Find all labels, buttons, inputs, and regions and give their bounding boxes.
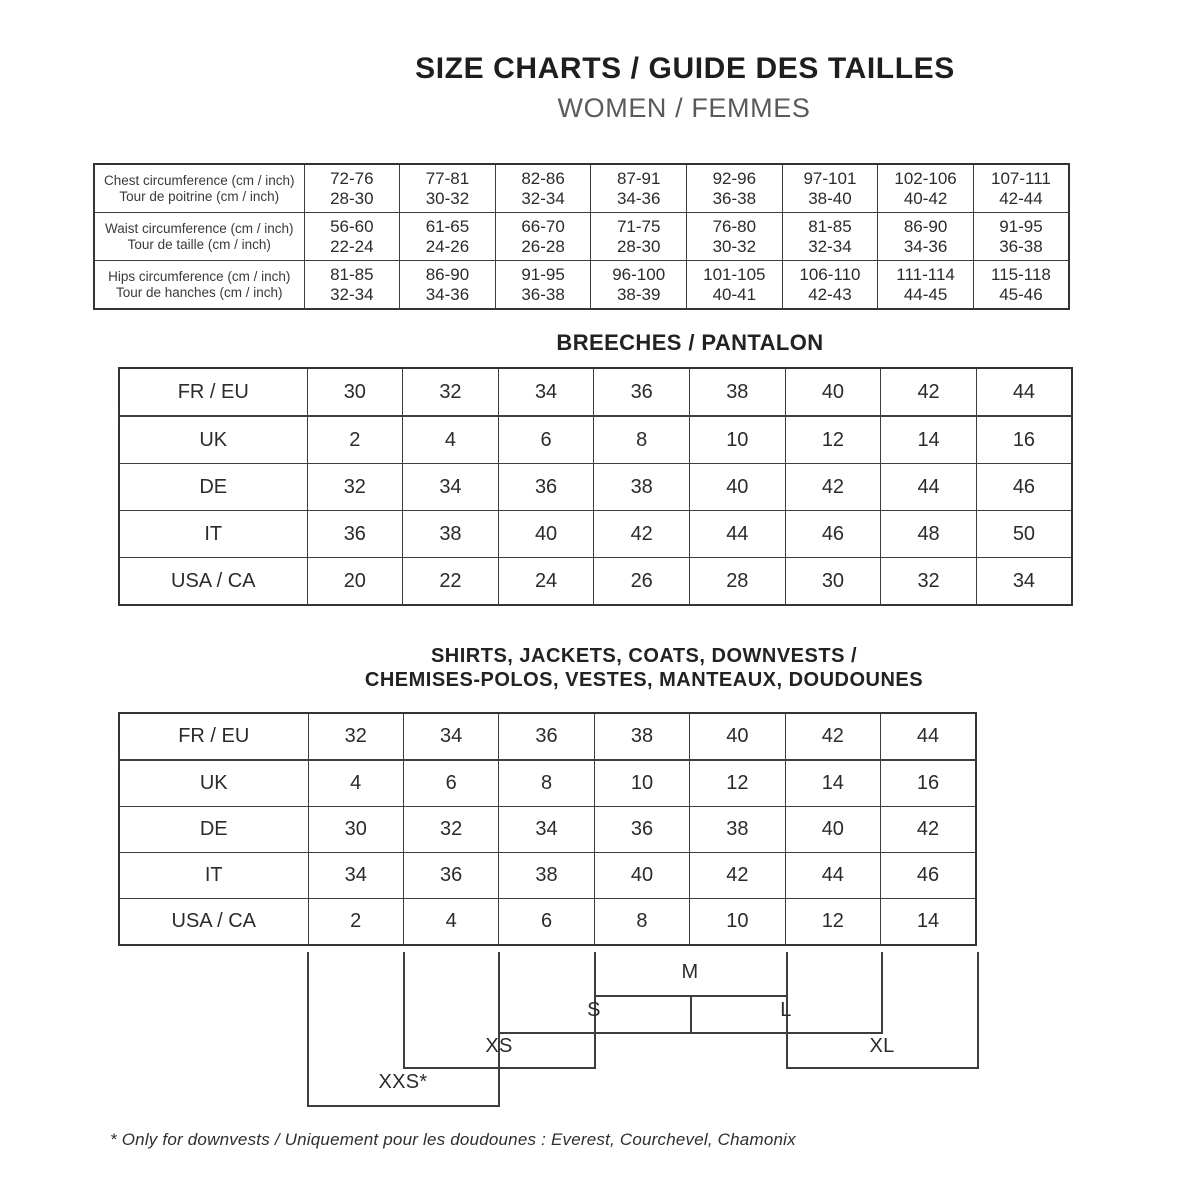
measurement-inch-range: 40-41 — [712, 284, 757, 304]
size-value-cell: 40 — [690, 464, 786, 511]
measurement-value-cell — [591, 164, 687, 213]
measurement-cm-range: 102-106 — [894, 168, 957, 188]
measurement-inch-range: 42-44 — [999, 188, 1043, 208]
measurement-inch-range: 30-32 — [425, 188, 470, 208]
size-value-cell: 38 — [594, 464, 690, 511]
breeches-size-table — [118, 367, 1073, 606]
size-value-cell: 6 — [403, 760, 498, 807]
size-value-cell: 12 — [785, 899, 880, 946]
measurement-cm-range: 97-101 — [803, 168, 857, 188]
measurement-inch-range: 34-36 — [616, 188, 661, 208]
bracket-line-vertical — [307, 952, 309, 1107]
size-row — [119, 558, 1072, 606]
measurement-value-cell — [687, 261, 783, 310]
measurement-inch-range: 36-38 — [999, 236, 1043, 256]
size-row — [119, 713, 976, 760]
measurement-value-cell — [304, 213, 400, 261]
measurement-cm-range: 81-85 — [330, 264, 374, 284]
measurement-inch-range: 28-30 — [330, 188, 374, 208]
measurement-label-cell — [94, 213, 304, 261]
size-value-cell: 38 — [499, 853, 594, 899]
size-row — [119, 416, 1072, 464]
measurement-label-en: Waist circumference (cm / inch) — [104, 220, 294, 236]
measurement-value-cell — [304, 164, 400, 213]
size-value-cell: 48 — [881, 511, 977, 558]
size-value-cell: 36 — [499, 713, 594, 760]
measurement-cm-range: 76-80 — [712, 216, 757, 236]
measurement-cm-range: 86-90 — [425, 264, 470, 284]
size-value-cell: 10 — [690, 416, 786, 464]
measurement-cm-range: 96-100 — [612, 264, 666, 284]
size-row — [119, 511, 1072, 558]
size-bracket-label-xxs: XXS* — [378, 1071, 428, 1093]
size-value-cell: 10 — [594, 760, 689, 807]
measurement-cm-range: 111-114 — [896, 264, 955, 284]
measurement-value-cell — [878, 261, 974, 310]
size-value-cell: 32 — [308, 713, 403, 760]
breeches-heading: BREECHES / PANTALON — [556, 330, 824, 355]
measurement-cm-range: 86-90 — [903, 216, 948, 236]
bracket-line-vertical — [977, 952, 979, 1069]
size-value-cell: 4 — [403, 899, 498, 946]
size-value-cell: 8 — [499, 760, 594, 807]
measurement-value-cell — [973, 261, 1069, 310]
size-row — [119, 464, 1072, 511]
measurement-value-cell — [400, 164, 496, 213]
size-value-cell: 34 — [308, 853, 403, 899]
size-row-label: IT — [119, 511, 307, 558]
measurement-cm-range: 87-91 — [616, 168, 661, 188]
bracket-line-horizontal — [498, 1032, 883, 1034]
size-value-cell: 44 — [881, 713, 976, 760]
size-row — [119, 368, 1072, 416]
measurement-cm-range: 61-65 — [425, 216, 470, 236]
measurement-label-en: Hips circumference (cm / inch) — [108, 268, 291, 284]
measurement-value-cell — [591, 261, 687, 310]
measurement-inch-range: 30-32 — [712, 236, 757, 256]
size-value-cell: 34 — [976, 558, 1072, 606]
size-row — [119, 853, 976, 899]
measurement-inch-range: 32-34 — [808, 236, 852, 256]
body-measurements-table — [93, 163, 1070, 310]
size-value-cell: 32 — [403, 807, 498, 853]
measurement-cm-range: 66-70 — [521, 216, 565, 236]
size-value-cell: 6 — [499, 899, 594, 946]
size-bracket-label-s: S — [587, 999, 601, 1021]
size-value-cell: 4 — [403, 416, 499, 464]
measurement-row — [94, 213, 1069, 261]
size-value-cell: 24 — [498, 558, 594, 606]
shirts-size-table — [118, 712, 977, 946]
measurement-inch-range: 22-24 — [330, 236, 374, 256]
size-value-cell: 46 — [881, 853, 976, 899]
size-value-cell: 36 — [498, 464, 594, 511]
size-bracket-label-xs: XS — [485, 1035, 513, 1057]
size-value-cell: 26 — [594, 558, 690, 606]
size-value-cell: 6 — [498, 416, 594, 464]
measurement-value-cell — [495, 261, 591, 310]
measurement-cm-range: 81-85 — [808, 216, 852, 236]
bracket-line-vertical — [498, 952, 500, 1107]
size-value-cell: 12 — [690, 760, 785, 807]
measurement-value-cell — [782, 261, 878, 310]
measurement-inch-range: 38-39 — [616, 284, 661, 304]
bracket-line-horizontal — [786, 1067, 979, 1069]
measurement-inch-range: 34-36 — [425, 284, 470, 304]
size-row-label: DE — [119, 464, 307, 511]
measurement-cm-range: 101-105 — [703, 264, 766, 284]
measurement-value-cell — [495, 213, 591, 261]
size-value-cell: 30 — [308, 807, 403, 853]
size-value-cell: 36 — [594, 807, 689, 853]
size-bracket-label-xl: XL — [869, 1035, 895, 1057]
size-row-label: FR / EU — [119, 713, 308, 760]
size-value-cell: 4 — [308, 760, 403, 807]
bracket-line-horizontal — [307, 1105, 500, 1107]
size-value-cell: 34 — [403, 464, 499, 511]
size-value-cell: 30 — [307, 368, 403, 416]
size-value-cell: 2 — [308, 899, 403, 946]
measurement-cm-range: 72-76 — [330, 168, 374, 188]
measurement-cm-range: 82-86 — [521, 168, 565, 188]
measurement-inch-range: 28-30 — [616, 236, 661, 256]
measurement-cm-range: 91-95 — [999, 216, 1043, 236]
measurement-label-cell — [94, 164, 304, 213]
shirts-heading — [244, 644, 1044, 692]
size-value-cell: 44 — [881, 464, 977, 511]
size-bracket-label-l: L — [780, 999, 792, 1021]
measurement-label-fr: Tour de taille (cm / inch) — [127, 236, 271, 252]
size-value-cell: 12 — [785, 416, 881, 464]
size-row — [119, 899, 976, 946]
size-value-cell: 36 — [594, 368, 690, 416]
measurement-value-cell — [878, 164, 974, 213]
size-value-cell: 42 — [785, 464, 881, 511]
size-value-cell: 8 — [594, 899, 689, 946]
size-value-cell: 38 — [594, 713, 689, 760]
page-title: SIZE CHARTS / GUIDE DES TAILLES — [415, 52, 955, 85]
measurement-cm-range: 77-81 — [425, 168, 470, 188]
measurement-label-fr: Tour de hanches (cm / inch) — [115, 284, 283, 300]
measurement-cm-range: 56-60 — [330, 216, 374, 236]
measurement-value-cell — [304, 261, 400, 310]
measurement-inch-range: 45-46 — [999, 284, 1043, 304]
measurement-inch-range: 26-28 — [521, 236, 565, 256]
size-value-cell: 44 — [785, 853, 880, 899]
size-row-label: USA / CA — [119, 558, 307, 606]
bracket-line-horizontal — [403, 1067, 596, 1069]
size-row — [119, 760, 976, 807]
size-value-cell: 44 — [976, 368, 1072, 416]
size-value-cell: 30 — [785, 558, 881, 606]
measurement-cm-range: 106-110 — [799, 264, 861, 284]
measurement-row — [94, 164, 1069, 213]
page-subtitle: WOMEN / FEMMES — [557, 93, 811, 123]
bracket-line-vertical — [881, 952, 883, 1034]
size-value-cell: 14 — [881, 416, 977, 464]
size-bracket-label-m: M — [681, 961, 699, 983]
size-value-cell: 32 — [881, 558, 977, 606]
measurement-value-cell — [687, 213, 783, 261]
measurement-inch-range: 24-26 — [425, 236, 470, 256]
size-value-cell: 42 — [881, 807, 976, 853]
size-value-cell: 42 — [690, 853, 785, 899]
size-value-cell: 40 — [498, 511, 594, 558]
size-value-cell: 38 — [690, 807, 785, 853]
size-value-cell: 34 — [403, 713, 498, 760]
measurement-inch-range: 32-34 — [521, 188, 565, 208]
measurement-cm-range: 107-111 — [991, 168, 1051, 188]
size-value-cell: 10 — [690, 899, 785, 946]
size-value-cell: 50 — [976, 511, 1072, 558]
size-value-cell: 34 — [498, 368, 594, 416]
size-value-cell: 36 — [307, 511, 403, 558]
size-row-label: IT — [119, 853, 308, 899]
measurement-inch-range: 34-36 — [903, 236, 948, 256]
size-value-cell: 28 — [690, 558, 786, 606]
measurement-inch-range: 38-40 — [808, 188, 852, 208]
size-value-cell: 46 — [976, 464, 1072, 511]
measurement-inch-range: 40-42 — [903, 188, 948, 208]
size-value-cell: 16 — [881, 760, 976, 807]
measurement-cm-range: 71-75 — [616, 216, 661, 236]
size-row-label: FR / EU — [119, 368, 307, 416]
measurement-value-cell — [782, 164, 878, 213]
measurement-label-fr: Tour de poitrine (cm / inch) — [119, 188, 280, 204]
size-value-cell: 42 — [785, 713, 880, 760]
measurement-inch-range: 32-34 — [330, 284, 374, 304]
size-value-cell: 8 — [594, 416, 690, 464]
measurement-inch-range: 36-38 — [521, 284, 565, 304]
size-value-cell: 22 — [403, 558, 499, 606]
size-value-cell: 20 — [307, 558, 403, 606]
size-value-cell: 40 — [785, 807, 880, 853]
measurement-cm-range: 91-95 — [521, 264, 565, 284]
measurement-inch-range: 44-45 — [903, 284, 948, 304]
bracket-line-horizontal — [594, 995, 788, 997]
size-row-label: UK — [119, 760, 308, 807]
size-row-label: UK — [119, 416, 307, 464]
size-value-cell: 44 — [690, 511, 786, 558]
size-value-cell: 14 — [785, 760, 880, 807]
size-value-cell: 40 — [594, 853, 689, 899]
bracket-line-vertical — [690, 995, 692, 1034]
size-row — [119, 807, 976, 853]
measurement-inch-range: 42-43 — [808, 284, 852, 304]
measurement-value-cell — [878, 213, 974, 261]
measurement-cm-range: 92-96 — [712, 168, 757, 188]
size-row-label: USA / CA — [119, 899, 308, 946]
measurement-value-cell — [495, 164, 591, 213]
size-row-label: DE — [119, 807, 308, 853]
measurement-label-cell — [94, 261, 304, 310]
size-value-cell: 32 — [307, 464, 403, 511]
size-value-cell: 2 — [307, 416, 403, 464]
size-value-cell: 38 — [403, 511, 499, 558]
measurement-value-cell — [973, 164, 1069, 213]
measurement-cm-range: 115-118 — [991, 264, 1051, 284]
size-value-cell: 16 — [976, 416, 1072, 464]
size-value-cell: 42 — [881, 368, 977, 416]
measurement-value-cell — [400, 261, 496, 310]
size-value-cell: 42 — [594, 511, 690, 558]
size-value-cell: 36 — [403, 853, 498, 899]
measurement-value-cell — [973, 213, 1069, 261]
measurement-value-cell — [687, 164, 783, 213]
size-value-cell: 38 — [690, 368, 786, 416]
size-value-cell: 34 — [499, 807, 594, 853]
size-value-cell: 40 — [785, 368, 881, 416]
shirts-heading-line2: CHEMISES-POLOS, VESTES, MANTEAUX, DOUDOUNES — [364, 669, 924, 691]
downvests-footnote: * Only for downvests / Uniquement pour les doudounes : Everest, Courchevel, Chamonix — [110, 1130, 796, 1149]
measurement-value-cell — [782, 213, 878, 261]
bracket-line-vertical — [403, 952, 405, 1069]
measurement-label-en: Chest circumference (cm / inch) — [103, 172, 295, 188]
measurement-value-cell — [400, 213, 496, 261]
measurement-row — [94, 261, 1069, 310]
size-value-cell: 40 — [690, 713, 785, 760]
size-value-cell: 32 — [403, 368, 499, 416]
measurement-inch-range: 36-38 — [712, 188, 757, 208]
shirts-heading-line1: SHIRTS, JACKETS, COATS, DOWNVESTS / — [430, 645, 858, 667]
size-value-cell: 46 — [785, 511, 881, 558]
measurement-value-cell — [591, 213, 687, 261]
size-value-cell: 14 — [881, 899, 976, 946]
